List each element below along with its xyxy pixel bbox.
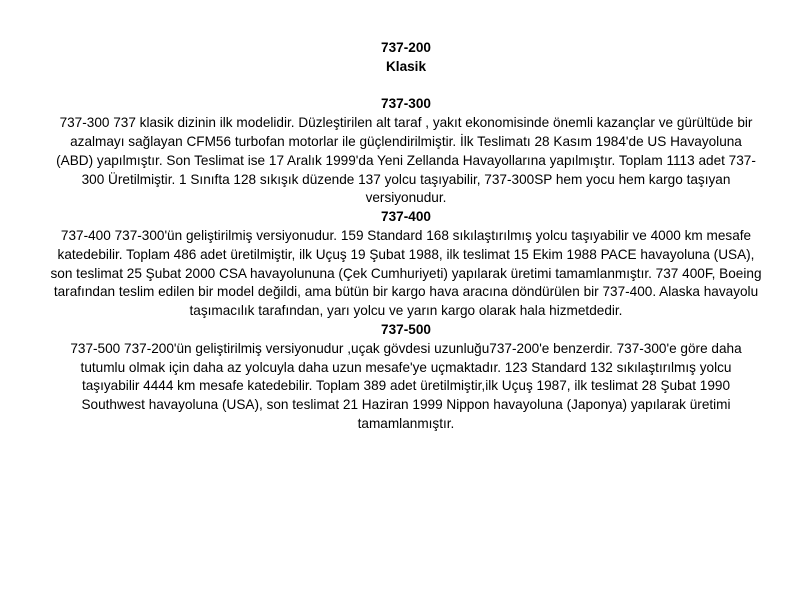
section-paragraph: 737-500 737-200'ün geliştirilmiş versiyonudur ,uçak gövdesi uzunluğu737-200'e benzerdir. 737-300'e göre daha tutumlu olmak için daha az yolcuyla daha uzun mesafe'ye uçmaktadır. 123 Standard 132 sıkılaştırılmış yolcu taşıyabilir 4444 km mesafe katedebilir. Toplam 389 adet üretilmiştir,ilk Uçuş 1987, ilk teslimat 28 Şubat 1990 Southwest havayoluna (USA), son teslimat 21 Haziran 1999 Nippon havayoluna (Japonya) yapılarak üretimi tamamlanmıştır. [70,340,742,431]
section-paragraph: 737-400 737-300'ün geliştirilmiş versiyonudur. 159 Standard 168 sıkılaştırılmış yolcu taşıyabilir ve 4000 km mesafe katedebilir. Toplam 486 adet üretilmiştir, ilk Uçuş 19 Şubat 1988, ilk teslimat 15 Ekim 1988 PACE havayoluna (USA), son teslimat 25 Şubat 2000 CSA havayolununa (Çek Cumhuriyeti) yapılarak üretimi tamamlanmıştır. 737 400F, Boeing tarafından teslim edilen bir model değildi, ama bütün bir kargo hava aracına döndürülen bir 737-400. Alaska havayolu taşımacılık tarafından, yarı yolcu ve yarın kargo olarak hala hizmetdedir. [50,227,762,319]
section-737-300 [50,95,762,208]
title-line-1: 737-200 [381,40,431,55]
section-heading: 737-300 [381,96,431,112]
section-heading: 737-500 [381,321,431,337]
section-paragraph: 737-300 737 klasik dizinin ilk modelidir. Düzleştirilen alt taraf , yakıt ekonomisinde önemli kazançlar ve gürültüde bir azalmayı sağlayan CFM56 turbofan motorlar ile güçlendirilmiştir. İlk Teslimatı 28 Kasım 1984'de US Havayoluna (ABD) yapılmıştır. Son Teslimat ise 17 Aralık 1999'da Yeni Zellanda Havayollarına yapılmıştır. Toplam 1113 adet 737-300 Üretilmiştir. 1 Sınıfta 128 sıkışık düzende 137 yolcu taşıyabilir, 737-300SP hem yocu hem kargo taşıyan versiyonudur. [56,115,756,206]
document-body [50,39,762,434]
section-737-400 [50,208,762,321]
spacer [50,77,762,96]
title-line-2: Klasik [385,58,427,74]
section-737-500 [50,321,762,434]
document-title [50,39,762,77]
section-heading: 737-400 [381,209,431,225]
